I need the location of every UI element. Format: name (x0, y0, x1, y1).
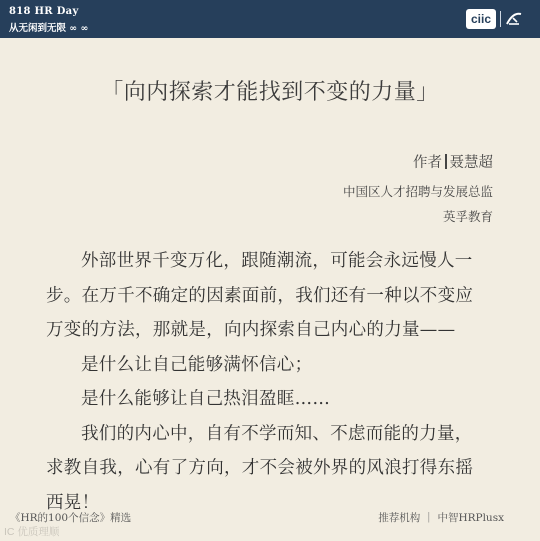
article-title: 「向内探索才能找到不变的力量」 (101, 80, 439, 105)
event-name: 818 HR Day (9, 6, 79, 17)
logo-divider (500, 11, 501, 27)
body-line: 步。在万千不确定的因素面前，我们还有一种以不变应 (46, 285, 474, 306)
author-organization: 英孚教育 (442, 209, 493, 224)
recommending-org: 推荐机构 ｜ 中智HRPlusx (378, 512, 504, 524)
body-paragraph-1 (46, 244, 492, 520)
header-bar (0, 0, 540, 38)
source-note: 《HR的100个信念》精选 (10, 512, 132, 524)
body-line: 万变的方法，那就是，向内探索自己内心的力量—— (46, 320, 456, 340)
ciic-logo (466, 7, 524, 31)
body-line: 外部世界千变万化，跟随潮流，可能会永远慢人一 (81, 251, 473, 271)
author-label: 作者 (413, 155, 442, 171)
author-position: 中国区人才招聘与发展总监 (342, 184, 493, 199)
body-line: 是什么能够让自己热泪盈眶…… (81, 389, 331, 409)
body-line: 西晃！ (46, 492, 100, 513)
watermark: IC 优质理顺 (4, 526, 60, 538)
brand-mark-icon (504, 9, 524, 29)
ciic-logo-text: ciic (466, 9, 496, 29)
author-divider (445, 154, 447, 169)
author-line (413, 151, 493, 172)
event-slogan: 从无闲到无限 ∞ ∞ (9, 23, 89, 34)
author-name: 聂慧超 (449, 155, 493, 171)
body-line: 我们的内心中，自有不学而知、不虑而能的力量， (81, 423, 473, 444)
body-line: 是什么让自己能够满怀信心； (81, 354, 313, 375)
body-line: 求教自我，心有了方向，才不会被外界的风浪打得东摇 (46, 458, 474, 478)
